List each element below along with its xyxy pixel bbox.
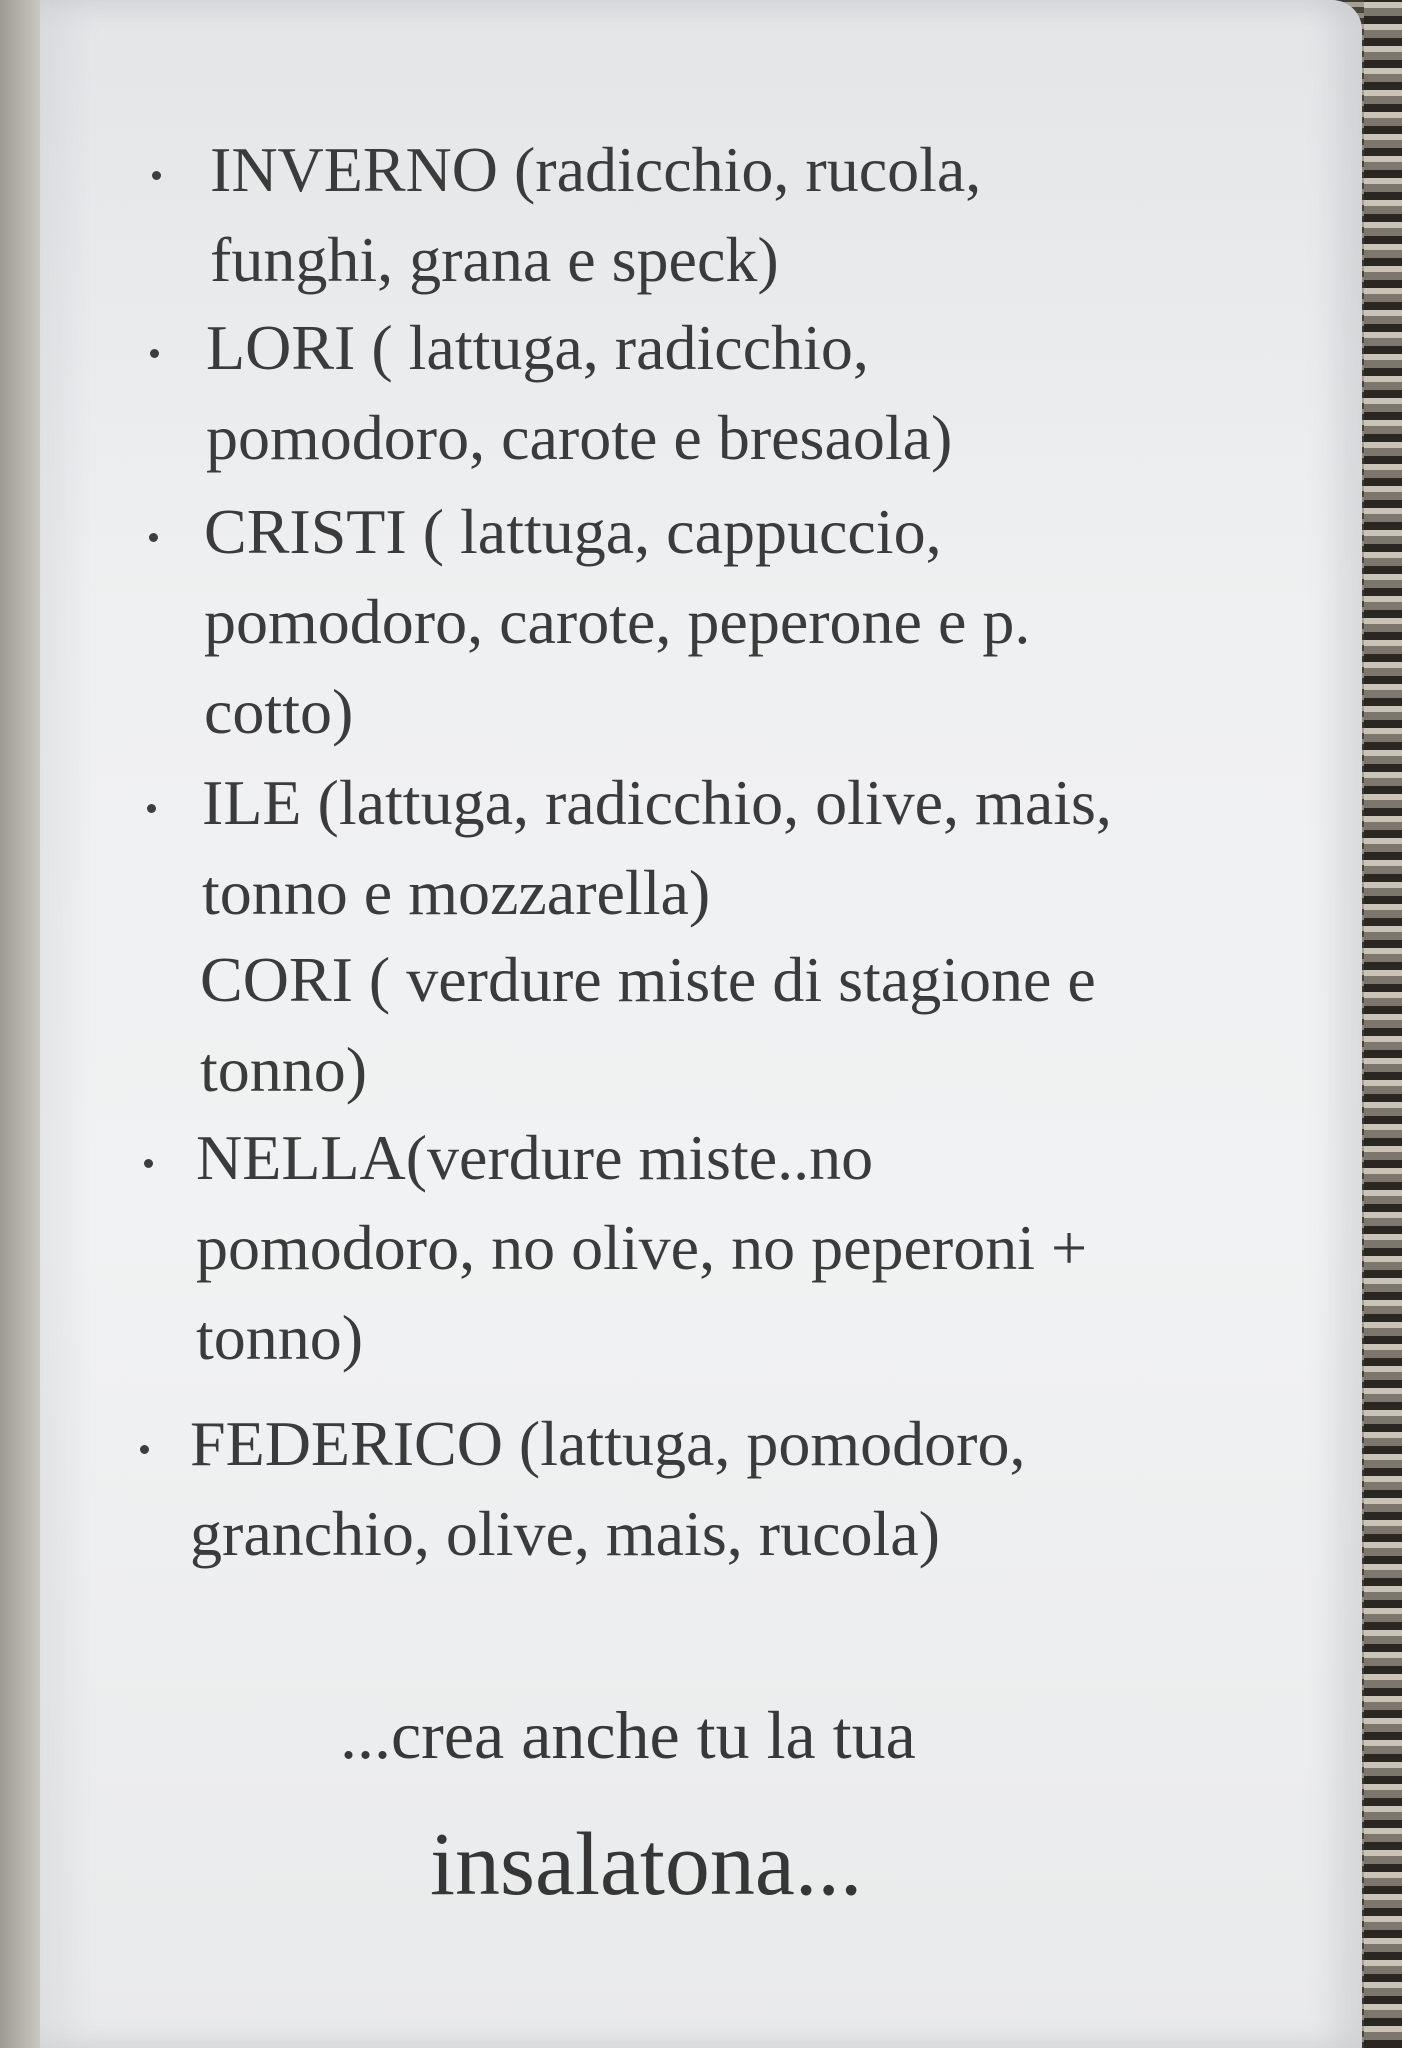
menu-item-line: tonno e mozzarella)	[202, 857, 711, 928]
menu-item-line: pomodoro, carote, peperone e p.	[204, 586, 1031, 657]
closing-title: insalatona...	[430, 1815, 863, 1914]
bullet-marker	[152, 171, 161, 180]
menu-item-federico	[190, 1399, 1025, 1579]
menu-item-line: CRISTI ( lattuga, cappuccio,	[204, 496, 942, 567]
menu-item-line: pomodoro, no olive, no peperoni +	[196, 1212, 1088, 1283]
bullet-marker	[149, 533, 158, 542]
menu-item-line: ILE (lattuga, radicchio, olive, mais,	[202, 767, 1112, 838]
bullet-marker	[147, 804, 156, 813]
menu-item-line: funghi, grana e speck)	[210, 224, 779, 295]
menu-item-line: tonno)	[196, 1302, 364, 1373]
bullet-marker	[150, 349, 159, 358]
menu-item-cristi	[204, 487, 1030, 757]
menu-item-cori	[200, 935, 1096, 1115]
closing-tagline: ...crea anche tu la tua	[340, 1697, 916, 1773]
menu-item-line: NELLA(verdure miste..no	[196, 1122, 874, 1193]
menu-item-line: pomodoro, carote e bresaola)	[206, 402, 953, 473]
menu-item-line: tonno)	[200, 1034, 368, 1105]
bullet-marker	[140, 1445, 149, 1454]
menu-item-line: FEDERICO (lattuga, pomodoro,	[190, 1408, 1026, 1479]
menu-item-line: granchio, olive, mais, rucola)	[190, 1498, 940, 1569]
menu-item-line: LORI ( lattuga, radicchio,	[206, 312, 869, 383]
bullet-marker	[144, 1159, 153, 1168]
menu-item-ile	[202, 758, 1112, 938]
menu-item-line: INVERNO (radicchio, rucola,	[210, 134, 982, 205]
menu-item-nella	[196, 1113, 1087, 1383]
menu-item-lori	[206, 303, 952, 483]
menu-item-line: cotto)	[204, 676, 354, 747]
menu-item-line: CORI ( verdure miste di stagione e	[200, 944, 1096, 1015]
menu-item-inverno	[210, 125, 981, 305]
